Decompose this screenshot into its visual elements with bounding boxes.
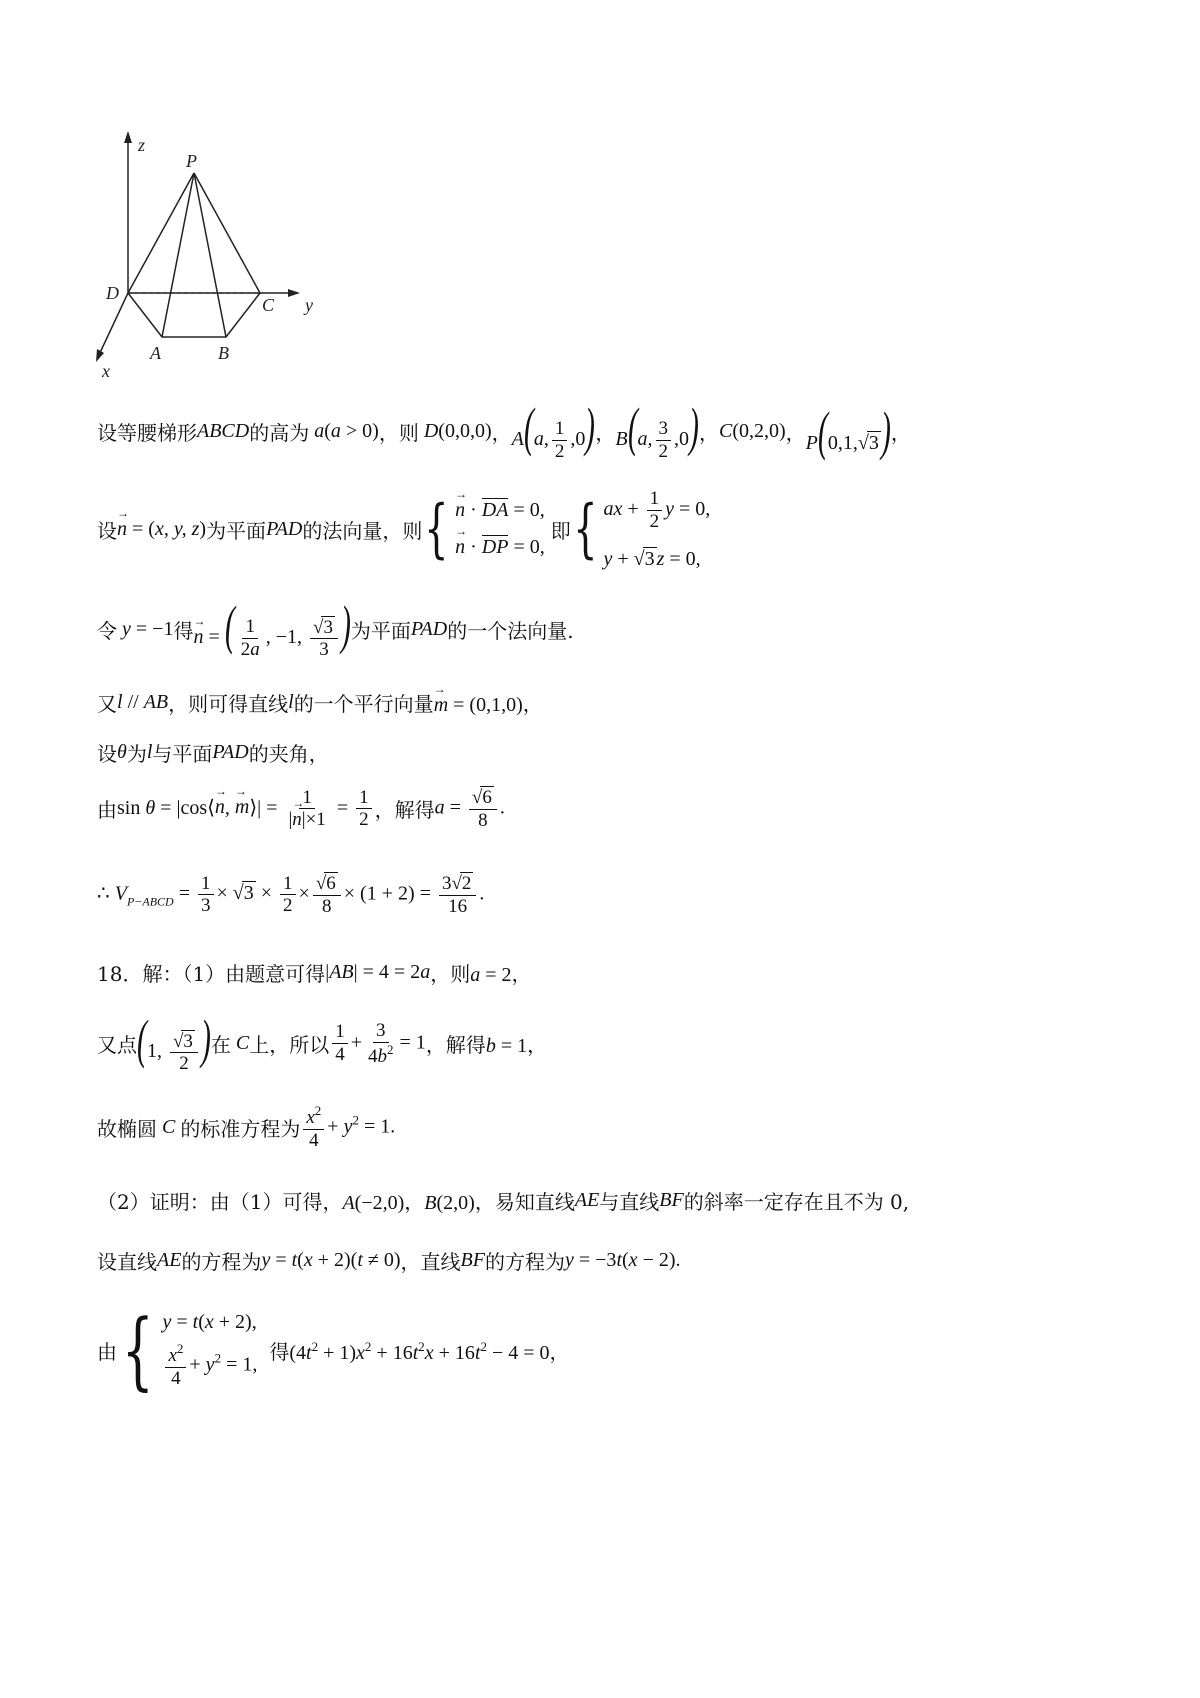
text-line-10	[97, 1104, 395, 1152]
l5-text4: 的夹角，	[248, 742, 329, 766]
l10-text: 故椭圆	[97, 1117, 157, 1142]
text-line-2	[97, 488, 710, 571]
y-axis-arrow	[288, 289, 300, 297]
l6-a-value: a = $\frac{√6}{8}$ .	[434, 787, 505, 831]
l1-text: 设等腰梯形	[97, 420, 197, 445]
l9-text2: 在	[210, 1033, 231, 1058]
label-z: z	[138, 135, 146, 155]
l1-point-P: P(0,1,√3)	[805, 401, 891, 462]
l8-ab-eq: |AB| = 4 = 2a	[325, 961, 431, 983]
l13-text: 由	[97, 1339, 117, 1364]
l6-text2: ，解得	[374, 798, 435, 823]
l4-l: l	[288, 691, 294, 713]
l2-ie: 即	[550, 518, 571, 543]
label-D: D	[106, 283, 119, 303]
l3-y-value: y = −1	[117, 618, 174, 641]
edge-PD	[128, 173, 194, 293]
text-line-13	[97, 1301, 570, 1399]
l1-text2: 的高为	[249, 420, 310, 445]
l9-C: C	[230, 1032, 250, 1055]
l2-text3: 的法向量，则	[302, 518, 423, 543]
l2-n-vector: → n = (x, y, z)	[117, 518, 206, 541]
l12-text4: 的方程为	[484, 1250, 565, 1274]
text-line-3	[97, 595, 574, 661]
l9-point: (1, $\frac{√3}{2}$ )	[137, 1009, 211, 1075]
l12-text: 设直线	[97, 1250, 157, 1274]
l2-system2: ax + $\frac{1}{2}$ y = 0, y + √3 z = 0,	[603, 488, 711, 570]
l5-theta: θ	[117, 741, 127, 763]
l4-parallel: l // AB	[117, 691, 169, 713]
l3-pad: PAD	[410, 618, 448, 641]
text-line-1	[97, 397, 911, 463]
l8-text2: ，则	[430, 962, 471, 986]
l1-comma2: ，	[491, 420, 512, 445]
l4-text2: ，则可得直线	[168, 692, 289, 716]
l1-point-A: A(a, $\frac{1}{2}$ ,0)	[511, 397, 596, 462]
l9-eq: $\frac{1}{4}$ + $\frac{3}{4b^2}$ = 1	[329, 1020, 426, 1068]
l1-comma1: ，	[378, 420, 399, 445]
text-line-8	[97, 958, 531, 987]
l1-point-B: B(a, $\frac{3}{2}$ ,0)	[615, 397, 699, 462]
l11-text4: 的斜率一定存在且不为 0,	[683, 1190, 910, 1214]
l10-C: C	[157, 1116, 181, 1139]
text-line-4	[97, 688, 543, 717]
l13-quadratic: $(4t^2 + 1)x^2 + 16t^2x + 16t^2 - 4 = 0$，	[289, 1338, 570, 1364]
l4-text: 又	[97, 692, 117, 716]
text-line-6	[97, 786, 505, 832]
l11-text: （2）证明：由（1）可得，	[97, 1190, 343, 1214]
l1-then: 则	[398, 420, 419, 445]
text-line-12	[97, 1246, 681, 1275]
edge-PC	[194, 173, 260, 293]
l1-point-C: C(0,2,0)	[719, 419, 786, 442]
text-line-5	[97, 738, 329, 767]
l1-comma5: ，	[785, 420, 806, 445]
l5-pad: PAD	[212, 741, 249, 763]
l1-comma3: ，	[595, 420, 616, 445]
l12-eq1: y = t(x + 2)(t ≠ 0)	[261, 1249, 401, 1271]
l10-ellipse-eq: $\frac{x^2}{4}$ + $y^2 = 1$.	[300, 1104, 395, 1152]
pyramid-figure	[90, 125, 350, 390]
l2-text: 设	[97, 518, 117, 543]
l13-text2: 得	[269, 1339, 290, 1364]
l5-l: l	[146, 741, 153, 763]
l12-text2: 的方程为	[181, 1250, 262, 1274]
l1-abcd: ABCD	[197, 419, 250, 442]
l3-text4: 的一个法向量.	[447, 619, 574, 644]
label-x: x	[102, 361, 110, 381]
text-line-7	[97, 872, 484, 918]
l11-points: A(−2,0)，B(2,0)，	[342, 1192, 495, 1214]
label-C: C	[262, 295, 275, 315]
l1-point-D: D(0,0,0)	[418, 419, 492, 442]
text-line-11	[97, 1186, 909, 1215]
l9-text3: 上，所以	[249, 1033, 330, 1058]
l5-text3: 与平面	[152, 742, 213, 766]
l3-text3: 为平面	[350, 619, 411, 644]
l10-text2: 的标准方程为	[180, 1117, 301, 1142]
l2-brace2: {	[572, 492, 598, 567]
l2-text2: 为平面	[206, 518, 267, 543]
l1-math-a: a(a > 0)	[309, 419, 379, 442]
l9-text: 又点	[97, 1033, 137, 1058]
l2-system1: → n · DA = 0, → n · DP = 0,	[455, 499, 545, 559]
l13-brace: {	[121, 1301, 154, 1399]
base-DABC	[128, 293, 260, 337]
text-line-9	[97, 1009, 548, 1075]
l5-text: 设	[97, 742, 117, 766]
l6-sin-eq: sin θ = |cos⟨→ n, → m⟩| = $\frac{1}{|\to n|\times 1}$ = $\frac{1}{2}$	[117, 787, 375, 832]
l1-comma6: ，	[890, 420, 911, 445]
l6-text: 由	[97, 798, 117, 823]
l4-text3: 的一个平行向量	[293, 692, 434, 716]
l8-text: 18．解：（1）由题意可得	[97, 962, 326, 986]
l1-comma4: ，	[699, 420, 719, 445]
edge-PB	[194, 173, 226, 337]
l12-eq2: y = −3t(x − 2).	[564, 1249, 681, 1271]
l12-AE: AE	[157, 1249, 182, 1271]
z-axis-arrow	[124, 131, 132, 143]
label-y: y	[305, 295, 313, 315]
l2-brace1: {	[424, 492, 449, 567]
l12-BF: BF	[460, 1249, 485, 1271]
l11-BF: BF	[659, 1189, 684, 1211]
l12-text3: ，直线	[400, 1250, 461, 1274]
l4-m-vector: → m = (0,1,0)，	[434, 688, 543, 717]
l3-text2: 得	[173, 619, 194, 644]
edge-PA	[162, 173, 194, 337]
l11-text2: 易知直线	[494, 1190, 575, 1214]
l11-AE: AE	[574, 1189, 600, 1211]
l8-a-eq: a = 2，	[470, 964, 532, 986]
l9-text4: ，解得	[425, 1033, 486, 1058]
label-P: P	[186, 151, 197, 171]
label-B: B	[218, 343, 229, 363]
l2-pad: PAD	[266, 517, 303, 540]
l13-system: y = t(x + 2), $\frac{x^2}{4}$ + $y^2 = 1$,	[162, 1310, 258, 1389]
l5-text2: 为	[126, 742, 147, 766]
l3-n-value: → n = ( $\frac{1}{2a}$ , −1, $\frac{√3}{3}$ )	[193, 598, 350, 661]
l11-text3: 与直线	[599, 1190, 660, 1214]
l9-b-eq: b = 1，	[485, 1035, 548, 1058]
l7-volume: ∴ $V_{P-ABCD}$ = $\frac{1}{3}$ × √3 × $\frac{1}{2}$ × $\frac{√6}{8}$ × (1 + 2) = $\frac{3√2}{16}$ .	[97, 872, 485, 917]
label-A: A	[150, 343, 161, 363]
l3-text: 令	[97, 619, 117, 644]
